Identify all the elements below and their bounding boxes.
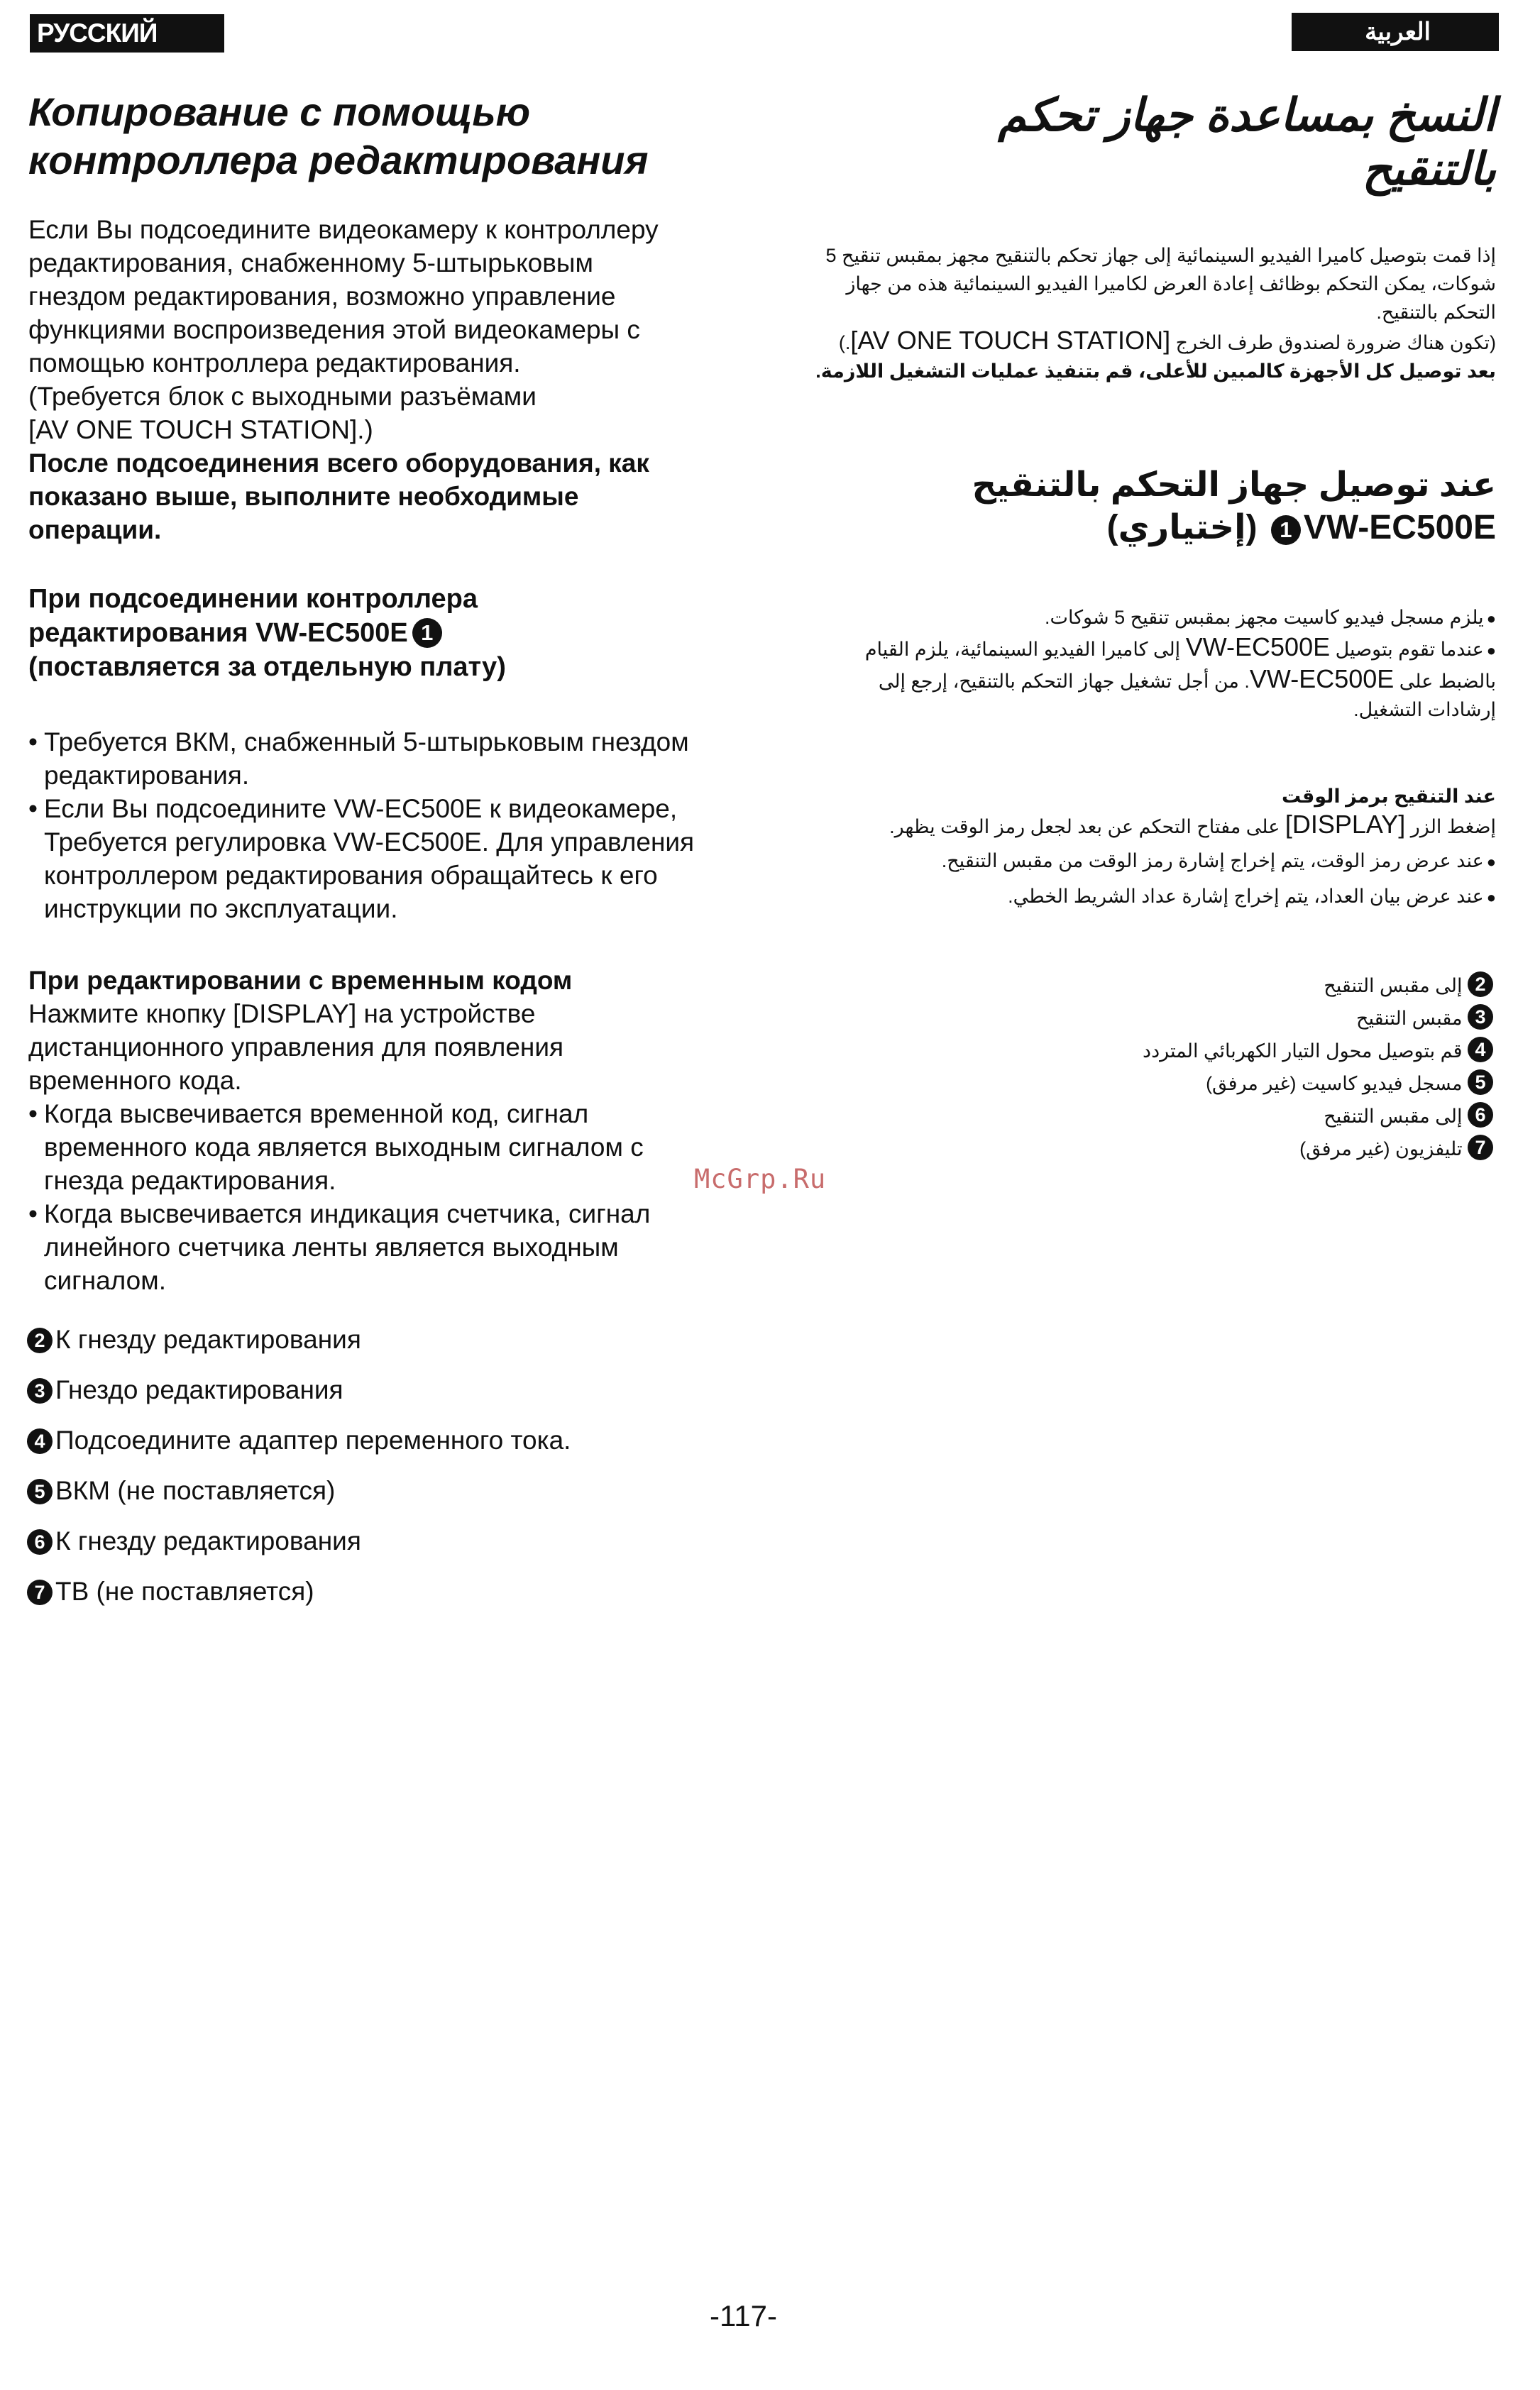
ru-bullet-item: • Когда высвечивается индикация счетчика, сигнал линейного счетчика ленты является выходным сигналом.: [28, 1197, 710, 1297]
callout-number-6-icon: 6: [1468, 1102, 1493, 1128]
callout-number-7-icon: 7: [1468, 1135, 1493, 1160]
callout-number-1-icon: 1: [412, 618, 442, 648]
ru-intro-line: функциями воспроизведения этой видеокамеры с: [28, 315, 640, 344]
ru-legend-item: [27, 1423, 571, 1457]
ar-timecode-section: [815, 782, 1496, 912]
ar-timecode-text: [815, 810, 1496, 841]
callout-number-5-icon: 5: [27, 1479, 53, 1504]
ar-heading-model: VW-EC500E: [1303, 509, 1496, 546]
language-tag-russian: РУССКИЙ ЯЗЫК: [30, 14, 224, 53]
ar-list-model: VW-EC500E: [1185, 632, 1331, 661]
callout-number-1-icon: 1: [1271, 515, 1301, 545]
ar-legend-text: مقبس التنقيح: [1356, 1008, 1463, 1029]
ru-legend-text: Гнездо редактирования: [55, 1375, 343, 1404]
ru-title-line-1: Копирование с помощью: [28, 89, 531, 134]
ar-timecode-text-b: على مفتاح التحكم عن بعد لجعل رمز الوقت يظهر.: [889, 816, 1285, 837]
ar-timecode-bullet: ● عند عرض بيان العداد، يتم إخراج إشارة عداد الشريط الخطي.: [815, 882, 1496, 912]
ru-intro-line: гнездом редактирования, возможно управление: [28, 282, 616, 311]
ru-bullet-item: • Если Вы подсоедините VW-EC500E к видеокамере, Требуется регулировка VW-EC500E. Для управления контроллером редактирования обращайтесь к его инструкции по эксплуатации.: [28, 792, 710, 925]
ar-timecode-bullet: ● عند عرض رمز الوقت، يتم إخراج إشارة رمز الوقت من مقبس التنقيح.: [815, 847, 1496, 876]
ar-intro-note: [815, 326, 1496, 357]
ru-section1-heading-line: При подсоединении контроллера: [28, 584, 478, 614]
callout-number-4-icon: 4: [1468, 1037, 1493, 1062]
ar-legend-text: مسجل فيديو كاسيت (غير مرفق): [1206, 1073, 1463, 1094]
ru-bullet-item: • Когда высвечивается временной код, сигнал временного кода является выходным сигналом с гнезда редактирования.: [28, 1097, 710, 1197]
ar-list-text: . من أجل تشغيل جهاز التحكم بالتنقيح، إرجع إلى إرشادات التشغيل.: [878, 671, 1496, 720]
ar-legend-item: [999, 1133, 1496, 1165]
ar-list-item: [815, 633, 1496, 724]
ar-intro-text: إذا قمت بتوصيل كاميرا الفيديو السينمائية إلى جهاز تحكم بالتنقيح مجهز بمقبس تنقيح 5 شوكات، يمكن التحكم بوظائف إعادة العرض لكاميرا الفيديو السينمائية هذه من جهاز التحكم بالتنقيح.: [825, 245, 1496, 323]
callout-number-3-icon: 3: [27, 1378, 53, 1404]
callout-number-5-icon: 5: [1468, 1069, 1493, 1095]
ru-intro-line: (Требуется блок с выходными разъёмами: [28, 382, 537, 411]
ar-list-text: إلى كاميرا الفيديو السينمائية، يلزم القيام بالضبط على: [864, 639, 1496, 692]
ar-title-line-2: بالتنقيح: [1362, 143, 1496, 194]
ar-intro-note-end: .): [838, 332, 851, 353]
ru-legend-text: Подсоедините адаптер переменного тока.: [55, 1426, 571, 1455]
ar-intro-note-text: (تكون هناك ضرورة لصندوق طرف الخرج: [1170, 332, 1496, 353]
ru-intro-line: помощью контроллера редактирования.: [28, 348, 521, 378]
ar-legend-text: إلى مقبس التنقيح: [1324, 975, 1463, 996]
ar-intro-note-code: [AV ONE TOUCH STATION]: [850, 326, 1171, 355]
ru-legend-text: ВКМ (не поставляется): [55, 1476, 336, 1505]
ru-legend-text: К гнезду редактирования: [55, 1526, 361, 1555]
ru-intro-bold-line: После подсоединения всего оборудования, как: [28, 448, 649, 478]
ar-page-title: [857, 88, 1496, 196]
ar-heading-optional: (إختياري): [1106, 509, 1258, 546]
ru-section1-bullets: [28, 725, 710, 925]
ar-intro: [815, 241, 1496, 385]
ru-intro: [28, 213, 710, 546]
ar-legend-item: [999, 969, 1496, 1002]
callout-number-2-icon: 2: [27, 1328, 53, 1353]
callout-number-3-icon: 3: [1468, 1004, 1493, 1030]
language-tag-arabic: العربية: [1292, 13, 1499, 51]
ru-section1-heading-line: (поставляется за отдельную плату): [28, 652, 506, 682]
ru-section2-text: Нажмите кнопку [DISPLAY] на устройстве дистанционного управления для появления временного кода.: [28, 999, 564, 1095]
ar-legend-item: [999, 1067, 1496, 1100]
ru-legend-item: [27, 1323, 361, 1356]
ru-title-line-2: контроллера редактирования: [28, 138, 649, 182]
ru-legend-text: ТВ (не поставляется): [55, 1577, 314, 1606]
ar-legend-item: [999, 1100, 1496, 1133]
ar-legend-item: [999, 1035, 1496, 1067]
callout-number-2-icon: 2: [1468, 971, 1493, 997]
ar-list-model: VW-EC500E: [1249, 664, 1395, 693]
ar-intro-bold: بعد توصيل كل الأجهزة كالمبين للأعلى، قم بتنفيذ عمليات التشغيل اللازمة.: [815, 360, 1496, 382]
ru-legend-item: [27, 1373, 343, 1406]
ru-section1-heading-line: редактирования VW-EC500E: [28, 618, 408, 648]
ru-legend-text: К гнезду редактирования: [55, 1325, 361, 1354]
ar-title-line-1: النسخ بمساعدة جهاز تحكم: [998, 89, 1496, 141]
ru-section2: [28, 964, 710, 1297]
ar-timecode-text-a: إضغط الزر: [1405, 816, 1496, 837]
ar-legend: [999, 969, 1496, 1165]
ar-section-heading: [857, 464, 1496, 549]
ru-bullet-item: • Требуется ВКМ, снабженный 5-штырьковым гнездом редактирования.: [28, 725, 710, 792]
ar-legend-item: [999, 1002, 1496, 1035]
ar-timecode-heading: عند التنقيح برمز الوقت: [1282, 786, 1496, 807]
ru-section1-heading: [28, 582, 710, 684]
ru-page-title: [28, 88, 738, 185]
ar-legend-text: إلى مقبس التنقيح: [1324, 1106, 1463, 1127]
ar-section-heading-line-1: عند توصيل جهاز التحكم بالتنقيح: [972, 466, 1496, 504]
page-number: -117-: [710, 2299, 777, 2333]
ru-intro-line: Если Вы подсоедините видеокамеру к контроллеру: [28, 215, 659, 244]
ru-intro-bold-line: операции.: [28, 515, 162, 544]
ar-legend-text: تليفزيون (غير مرفق): [1299, 1138, 1463, 1160]
ru-section2-heading: При редактировании с временным кодом: [28, 966, 573, 995]
callout-number-7-icon: 7: [27, 1580, 53, 1605]
callout-number-4-icon: 4: [27, 1428, 53, 1454]
ru-legend-item: [27, 1474, 335, 1507]
ar-timecode-display-key: [DISPLAY]: [1285, 810, 1406, 839]
ru-legend-item: [27, 1575, 314, 1608]
ar-list-item: ● يلزم مسجل فيديو كاسيت مجهز بمقبس تنقيح 5 شوكات.: [815, 603, 1496, 633]
ru-intro-line: [AV ONE TOUCH STATION].): [28, 415, 373, 444]
callout-number-6-icon: 6: [27, 1529, 53, 1555]
ru-intro-bold-line: показано выше, выполните необходимые: [28, 482, 579, 511]
ru-legend-item: [27, 1524, 361, 1558]
watermark: McGrp.Ru: [694, 1164, 827, 1194]
ar-legend-text: قم بتوصيل محول التيار الكهربائي المتردد: [1143, 1040, 1463, 1062]
ar-requirements-list: [815, 603, 1496, 724]
ar-list-text: عندما تقوم بتوصيل: [1330, 639, 1484, 660]
ru-intro-line: редактирования, снабженному 5-штырьковым: [28, 248, 593, 277]
